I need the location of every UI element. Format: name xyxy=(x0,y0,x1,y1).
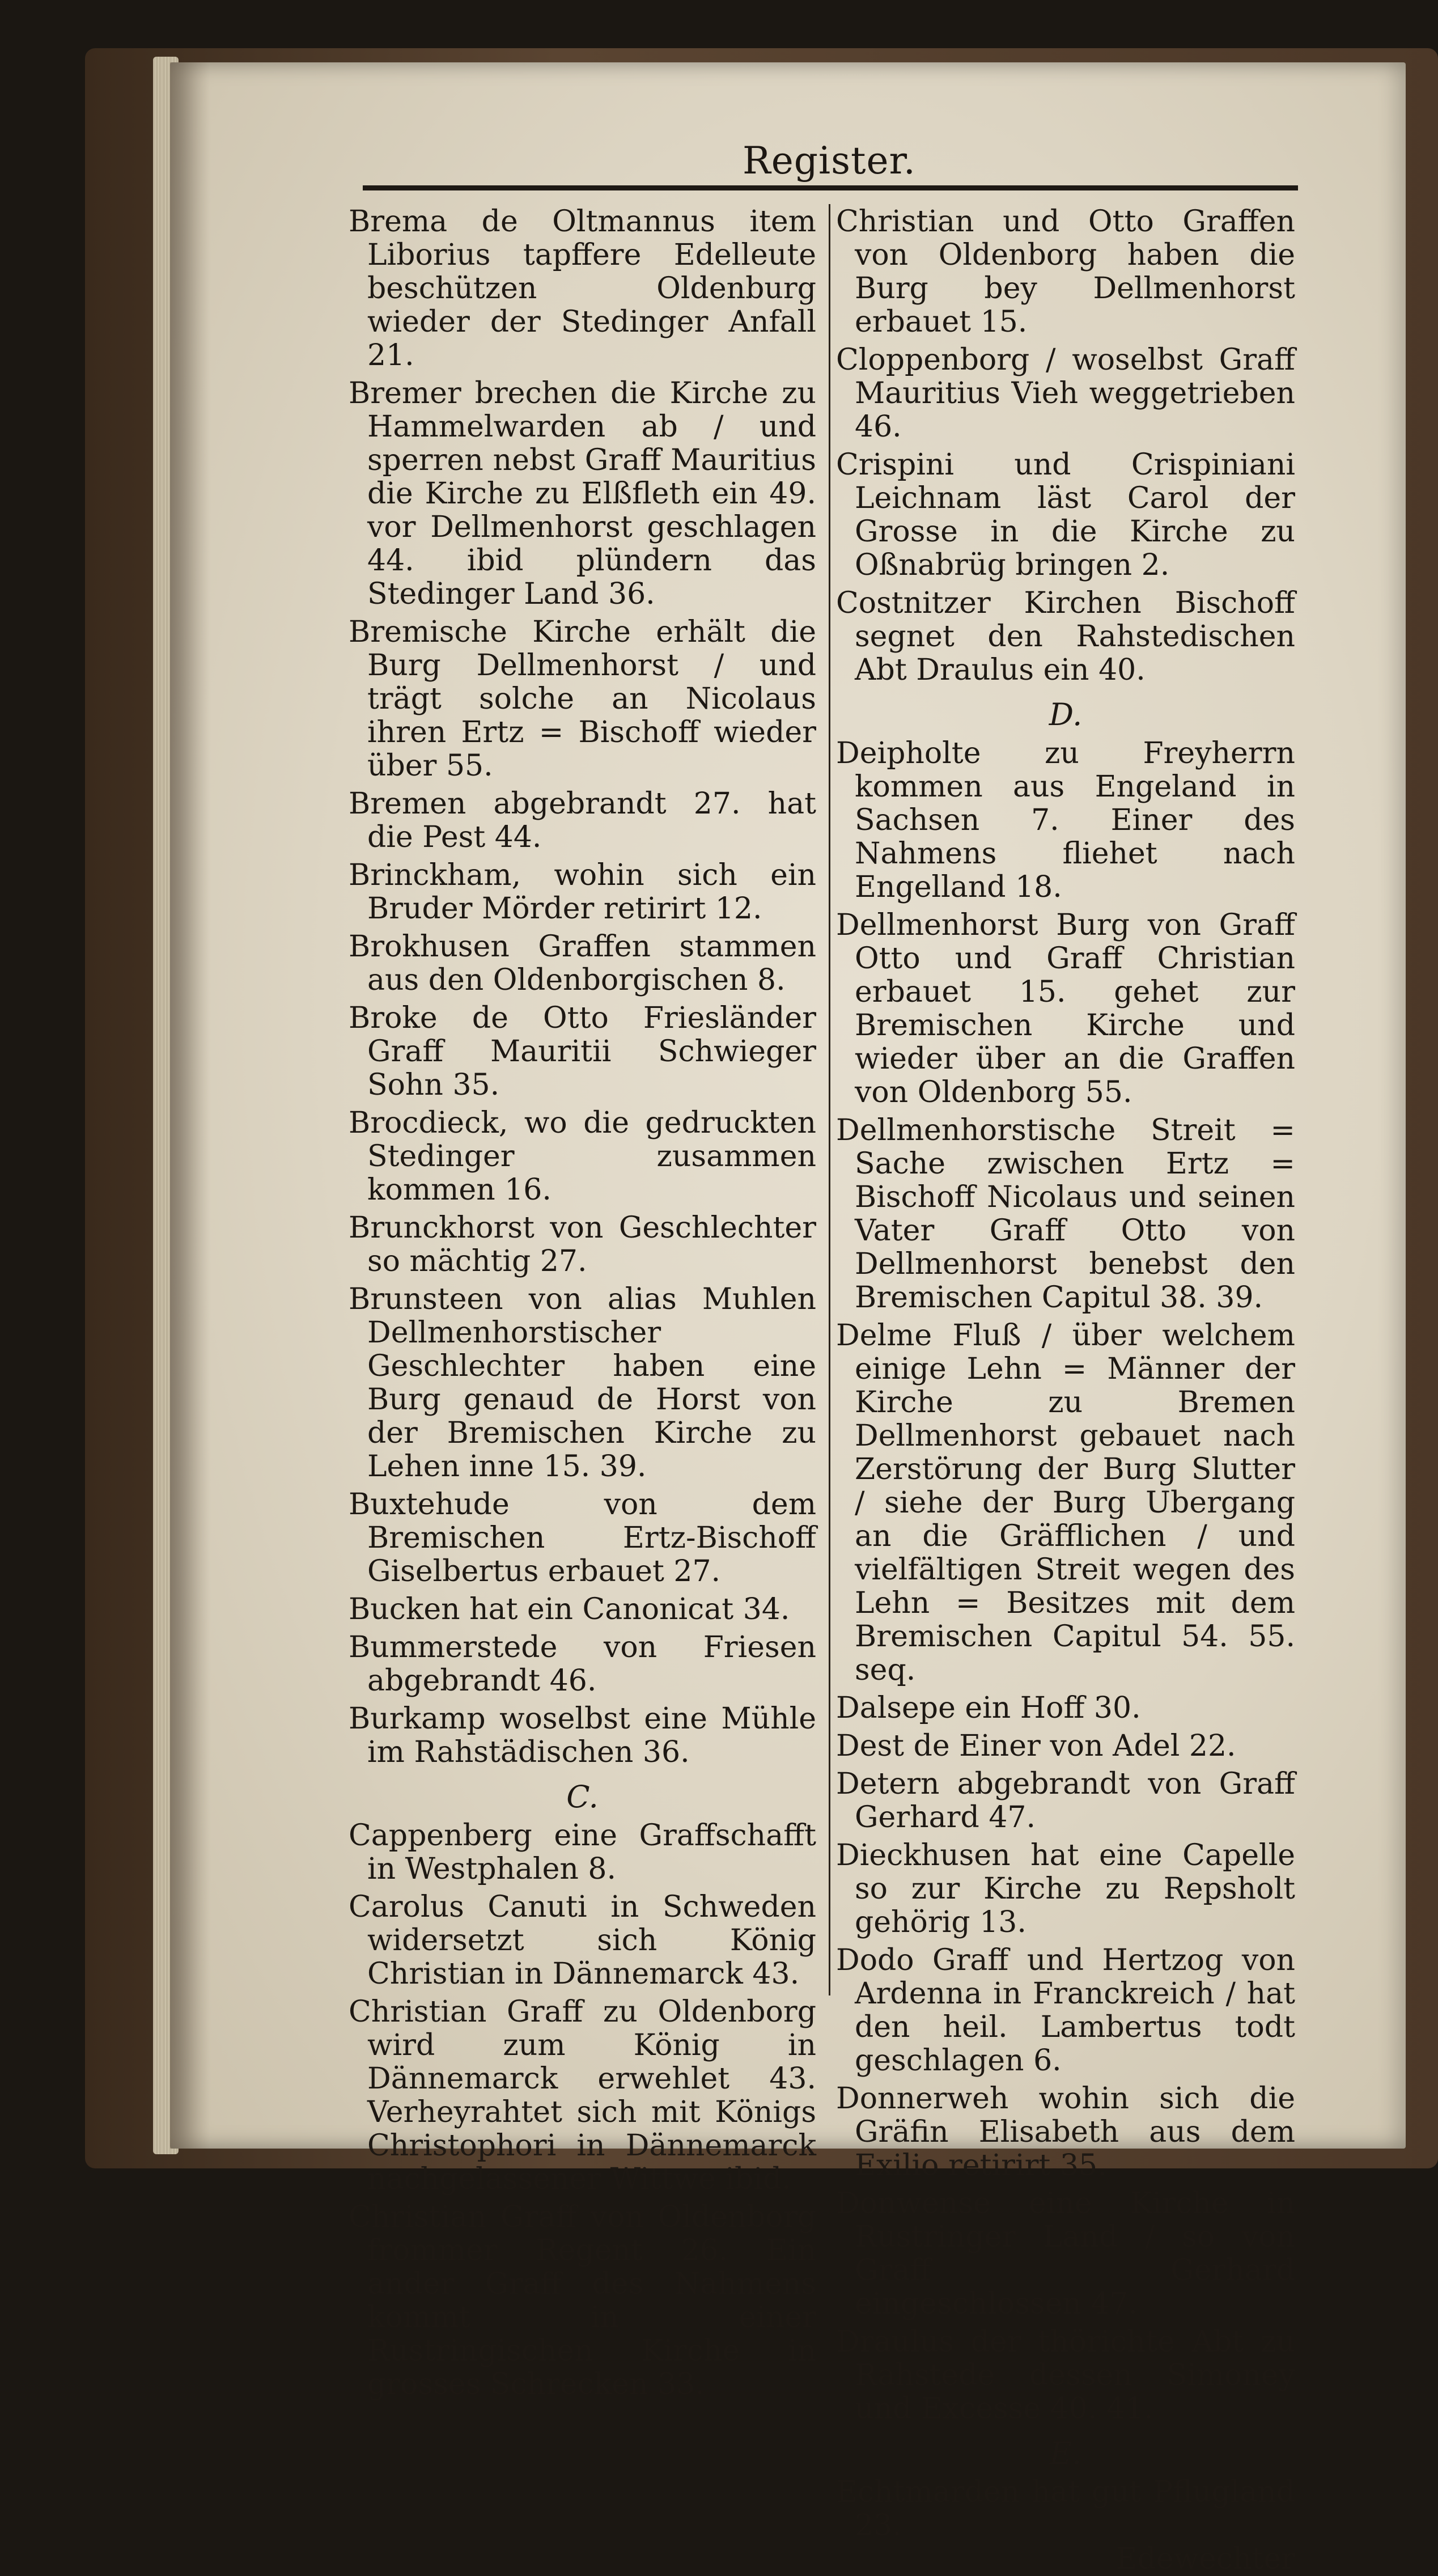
register-entry: Bucken hat ein Canonicat 34. xyxy=(349,1592,790,1626)
catchword: Edewechter xyxy=(1115,2542,1295,2576)
register-entry: Brema de Oltmannus item Liborius tapffere Edelleute beschützen Oldenburg wieder der Stedinger Anfall 21. xyxy=(349,205,816,372)
register-entry: Carolus Canuti in Schweden widersetzt sich König Christian in Dännemarck 43. xyxy=(349,1890,816,1991)
register-entry: Christian und Otto Graffen von Oldenborg haben die Burg bey Dellmenhorst erbauet 15. xyxy=(836,205,1295,339)
register-entry: Buxtehude von dem Bremischen Ertz-Bischoff Giselbertus erbauet 27. xyxy=(349,1488,816,1588)
register-entry: Deipholte zu Freyherrn kommen aus Engeland in Sachsen 7. Einer des Nahmens fliehet nach Engelland 18. xyxy=(836,736,1295,904)
header-rule xyxy=(363,185,1298,190)
running-head: Register. xyxy=(743,139,916,183)
register-entry: Draulus der thörichte Abt zu Rahstede dessen Simoney und Excesse 40. 41. xyxy=(836,2325,1295,2426)
register-entry: Bummerstede von Friesen abgebrandt 46. xyxy=(349,1630,816,1698)
register-entry: Bremer brechen die Kirche zu Hammelwarden ab / und sperren nebst Graff Mauritius die Kirche zu Elßfleth ein 49. vor Dellmenhorst geschlagen 44. ibid plündern das Stedinger Land 36. xyxy=(349,376,816,611)
register-entry: Brunsteen von alias Muhlen Dellmenhorstischer Geschlechter haben eine Burg genaud de Horst von der Bremischen Kirche zu Lehen inne 15. 39. xyxy=(349,1282,816,1484)
register-entry: Detern abgebrandt von Graff Gerhard 47. xyxy=(836,1767,1295,1834)
register-entry: Delme Fluß / über welchem einige Lehn = Männer der Kirche zu Bremen Dellmenhorst gebauet nach Zerstörung der Burg Slutter / siehe der Burg Ubergang an die Gräfflichen / und vielfältigen Streit wegen des Lehn = Besitzes mit dem Bremischen Capitul 54. 55. seq. xyxy=(836,1319,1295,1687)
register-entry: Dieckhusen hat eine Capelle so zur Kirche zu Repsholt gehörig 13. xyxy=(836,1838,1295,1939)
left-column xyxy=(349,205,816,2401)
register-entry: Christian Graff von Oldenborg frommer Regent 26. Ein ander Graff des Nahmens kommt in einer Rustringischen Kirche in grosses Schrecken 33. xyxy=(349,2200,816,2401)
register-entry: Bremen abgebrandt 27. hat die Pest 44. xyxy=(349,787,816,854)
register-entry: Dalsepe ein Hoff 30. xyxy=(836,1691,1141,1725)
register-entry: Brocdieck, wo die gedruckten Stedinger zusammen kommen 16. xyxy=(349,1106,816,1207)
register-entry: Dest de Einer von Adel 22. xyxy=(836,1729,1236,1763)
section-letter-d: D. xyxy=(1049,697,1083,732)
register-entry: Brokhusen Graffen stammen aus den Oldenborgischen 8. xyxy=(349,930,816,997)
register-entry: Costnitzer Kirchen Bischoff segnet den Rahstedischen Abt Draulus ein 40. xyxy=(836,586,1295,687)
register-entry: Burkamp woselbst eine Mühle im Rahstädischen 36. xyxy=(349,1702,816,1769)
gutter-shadow xyxy=(170,62,210,2149)
register-entry: Brinckham, wohin sich ein Bruder Mörder retirirt 12. xyxy=(349,858,816,926)
register-entry: Brunckhorst von Geschlechter so mächtig 27. xyxy=(349,1211,816,1278)
column-divider xyxy=(829,204,830,1995)
register-entry: Echtmarden hat gut Pflugland 23. xyxy=(836,2475,1295,2543)
right-column xyxy=(836,205,1295,2576)
register-entry: Crispini und Crispiniani Leichnam läst Carol der Grosse in die Kirche zu Oßnabrüg bringen 2. xyxy=(836,448,1295,582)
register-entry: Cloppenborg / woselbst Graff Mauritius Vieh weggetrieben 46. xyxy=(836,343,1295,444)
section-letter-c: C. xyxy=(566,1779,599,1815)
register-entry: Dellmenhorst Burg von Graff Otto und Graff Christian erbauet 15. gehet zur Bremischen Kirche und wieder über an die Graffen von Oldenborg 55. xyxy=(836,908,1295,1109)
register-entry: Broke de Otto Friesländer Graff Mauritii Schwieger Sohn 35. xyxy=(349,1001,816,1102)
register-entry: Cappenberg eine Graffschafft in Westphalen 8. xyxy=(349,1819,816,1886)
register-entry: Dellmenhorstische Streit = Sache zwischen Ertz = Bischoff Nicolaus und seinen Vater Graff Otto von Dellmenhorst benebst den Bremischen Capitul 38. 39. xyxy=(836,1113,1295,1315)
section-letter-e: E. xyxy=(1049,2435,1082,2471)
register-entry: Bremische Kirche erhält die Burg Dellmenhorst / und trägt solche an Nicolaus ihren Ertz = Bischoff wieder über 55. xyxy=(349,615,816,783)
register-entry: Dodo Graff und Hertzog von Ardenna in Franckreich / hat den heil. Lambertus todt geschlagen 6. xyxy=(836,1943,1295,2078)
register-entry: Donnerweh wohin sich die Gräfin Elisabeth aus dem Exilio retirirt 35. xyxy=(836,2082,1295,2183)
register-entry: Donwense eine Kirche in Rustringer Land / so von Graff Gerhard eingeschlossen 47. xyxy=(836,2187,1295,2321)
register-entry: Christian Graff zu Oldenborg wird zum König in Dännemarck erwehlet 43. Verheyrahtet sich mit Königs Christophori in Dännemarck nachgelassener Wittwe ibid. xyxy=(349,1995,816,2196)
